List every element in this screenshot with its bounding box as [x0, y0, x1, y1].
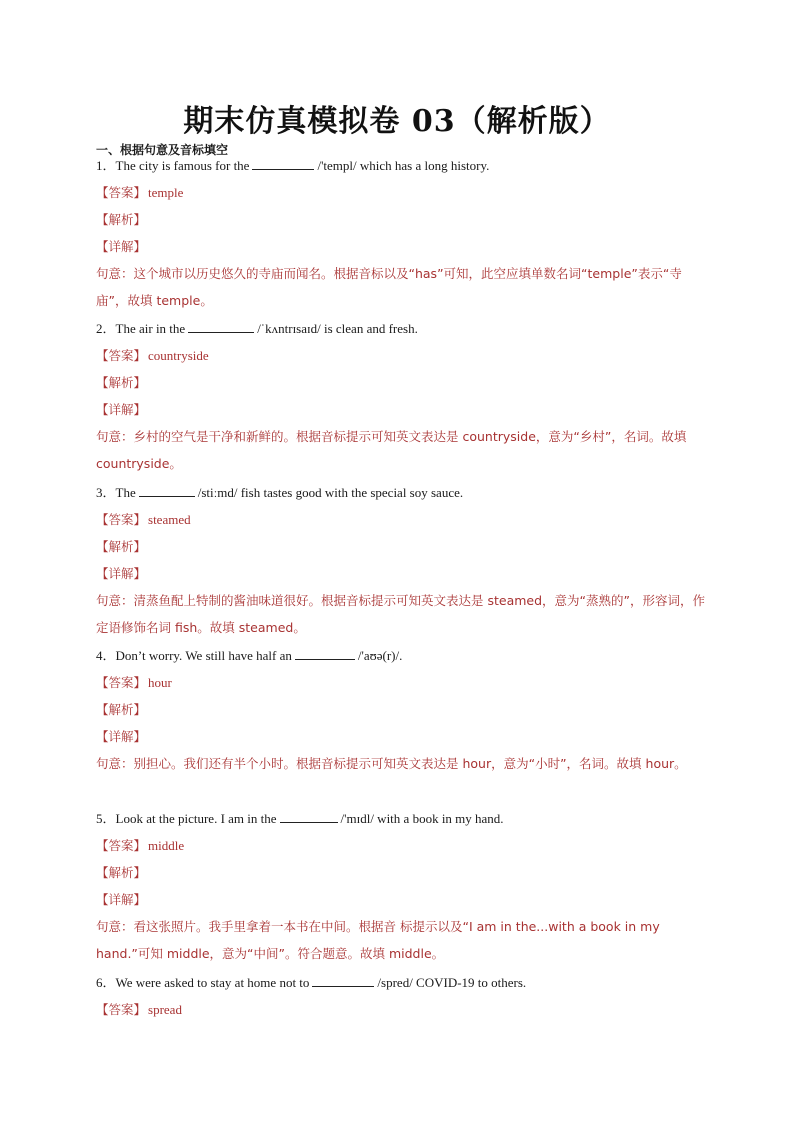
detail-label: 【详解】	[96, 892, 147, 907]
explanation-1: 句意：这个城市以历史悠久的寺庙而闻名。根据音标以及“has”可知，此空应填单数名词“temple”表示“寺庙”，故填 temple。	[96, 266, 682, 308]
answer-value: hour	[148, 675, 172, 690]
answer-blank	[188, 320, 254, 333]
analysis-label: 【解析】	[96, 375, 147, 390]
analysis-label: 【解析】	[96, 865, 147, 880]
detail-label: 【详解】	[96, 566, 147, 581]
answer-blank	[295, 647, 355, 660]
question-1: 1．The city is famous for the /'templ/ which has a long history.	[96, 158, 490, 173]
detail-label: 【详解】	[96, 402, 147, 417]
answer-value: countryside	[148, 348, 209, 363]
answer-value: temple	[148, 185, 184, 200]
analysis-label: 【解析】	[96, 212, 147, 227]
answer-blank	[280, 810, 338, 823]
question-2: 2．The air in the /ˈkʌntrɪsaɪd/ is clean and fresh.	[96, 321, 418, 336]
question-4: 4．Don’t worry. We still have half an /'aʊə(r)/.	[96, 648, 403, 663]
analysis-label: 【解析】	[96, 702, 147, 717]
answer-blank	[139, 484, 195, 497]
answer-line-4: 【答案】 hour	[96, 675, 172, 690]
answer-blank	[252, 157, 314, 170]
answer-value: middle	[148, 838, 185, 853]
answer-blank	[312, 974, 374, 987]
answer-line-2: 【答案】 countryside	[96, 348, 209, 363]
page-title: 期末仿真模拟卷 03（解析版）	[183, 104, 611, 139]
answer-line-1: 【答案】 temple	[96, 185, 184, 200]
answer-line-3: 【答案】 steamed	[96, 512, 191, 527]
section-heading: 一、根据句意及音标填空	[96, 143, 229, 157]
detail-label: 【详解】	[96, 239, 147, 254]
explanation-3: 句意：清蒸鱼配上特制的酱油味道很好。根据音标提示可知英文表达是 steamed，意为“蒸熟的”，形容词，作定语修饰名词 fish。故填 steamed。	[96, 593, 705, 635]
answer-line-6: 【答案】 spread	[96, 1002, 182, 1017]
explanation-5: 句意：看这张照片。我手里拿着一本书在中间。根据音 标提示以及“I am in the...with a book in my hand.”可知 middle，意为“中间”。符合题意。故填 middle。	[96, 919, 660, 961]
detail-label: 【详解】	[96, 729, 147, 744]
answer-value: steamed	[148, 512, 191, 527]
explanation-2: 句意：乡村的空气是干净和新鲜的。根据音标提示可知英文表达是 countryside，意为“乡村”，名词。故填 countryside。	[96, 429, 687, 471]
question-6: 6．We were asked to stay at home not to /spred/ COVID-19 to others.	[96, 975, 527, 990]
analysis-label: 【解析】	[96, 539, 147, 554]
question-5: 5．Look at the picture. I am in the /'mɪdl/ with a book in my hand.	[96, 811, 504, 826]
explanation-4: 句意：别担心。我们还有半个小时。根据音标提示可知英文表达是 hour，意为“小时”，名词。故填 hour。	[96, 756, 687, 771]
answer-value: spread	[148, 1002, 182, 1017]
question-3: 3．The /stiːmd/ fish tastes good with the special soy sauce.	[96, 485, 464, 500]
answer-line-5: 【答案】 middle	[96, 838, 185, 853]
